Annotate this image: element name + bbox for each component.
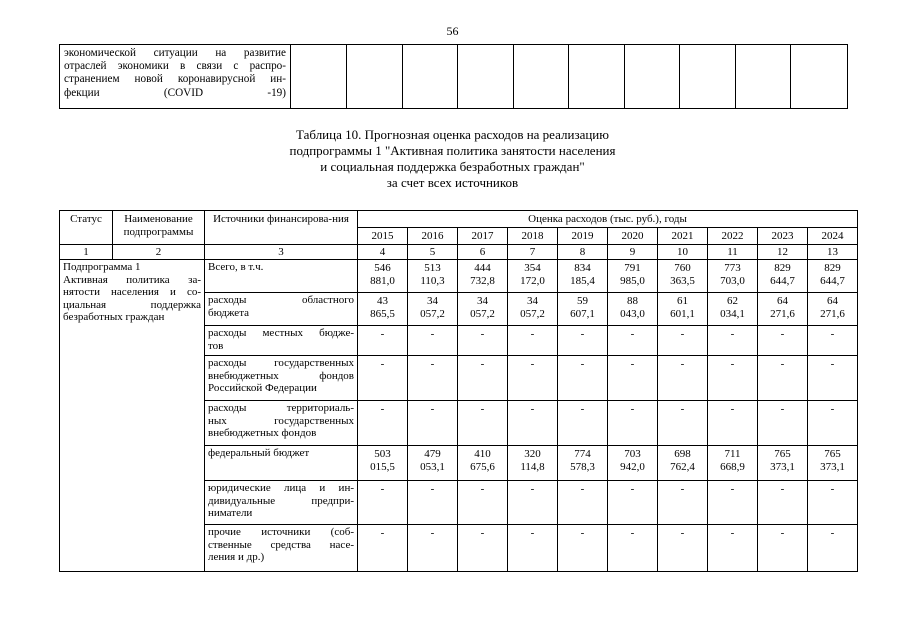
- text-line: -: [380, 403, 385, 415]
- status-cell: [60, 260, 205, 572]
- caption-line: Таблица 10. Прогнозная оценка расходов на реализацию: [296, 127, 609, 142]
- text-line: 479: [424, 448, 441, 460]
- source-cell: [205, 356, 358, 401]
- value-cell: [408, 446, 458, 481]
- text-line: 110,3: [420, 274, 445, 287]
- text-line: -: [580, 403, 585, 415]
- text-line: 185,4: [570, 274, 595, 287]
- text-line: юридические лица и ин-: [208, 482, 354, 494]
- value-cell: [508, 293, 558, 326]
- text-line: 703,0: [720, 274, 745, 287]
- header-year: 2017: [458, 228, 508, 245]
- text-line: -: [480, 403, 485, 415]
- text-line: -: [480, 527, 485, 539]
- text-line: ных государственных: [208, 414, 354, 427]
- value-cell: [358, 260, 408, 293]
- value-cell: [558, 260, 608, 293]
- text-line: 88: [627, 295, 638, 307]
- text-line: 675,6: [470, 460, 495, 473]
- text-line: 057,2: [420, 307, 445, 320]
- header-row-1: [60, 211, 858, 228]
- text-line: расходы территориаль-: [208, 402, 354, 414]
- value-cell: [458, 446, 508, 481]
- value-cell: [608, 481, 658, 525]
- empty-cell: [680, 45, 736, 109]
- text-line: дивидуальные предпри-: [208, 494, 354, 507]
- header-year: 2018: [508, 228, 558, 245]
- text-line: -: [530, 328, 535, 340]
- text-line: 373,1: [820, 460, 845, 473]
- empty-cell: [791, 45, 848, 109]
- text-line: 703: [624, 448, 641, 460]
- expense-table: [59, 210, 858, 572]
- value-cell: [608, 356, 658, 401]
- column-number: 2: [113, 245, 205, 260]
- header-year: 2023: [758, 228, 808, 245]
- header-year: 2022: [708, 228, 758, 245]
- text-line: 410: [474, 448, 491, 460]
- text-line: 444: [474, 262, 491, 274]
- value-cell: [358, 326, 408, 356]
- value-cell: [558, 525, 608, 572]
- text-line: безработных граждан: [63, 311, 165, 324]
- value-cell: [608, 525, 658, 572]
- text-line: 373,1: [770, 460, 795, 473]
- text-line: 64: [777, 295, 788, 307]
- text-line: внебюджетных фондов: [208, 427, 317, 440]
- text-line: Подпрограмма 1: [63, 261, 141, 273]
- text-line: 114,8: [520, 460, 545, 473]
- text-line: -: [780, 483, 785, 495]
- text-line: -: [830, 403, 835, 415]
- value-cell: [408, 293, 458, 326]
- text-line: -: [730, 483, 735, 495]
- caption-line: за счет всех источников: [386, 175, 519, 190]
- text-line: 765: [774, 448, 791, 460]
- text-line: -: [380, 328, 385, 340]
- text-line: 363,5: [670, 274, 695, 287]
- value-cell: [458, 260, 508, 293]
- text-line: -: [680, 358, 685, 370]
- text-line: -: [380, 483, 385, 495]
- value-cell: [608, 401, 658, 446]
- value-cell: [408, 260, 458, 293]
- value-cell: [808, 260, 858, 293]
- column-number: 6: [458, 245, 508, 260]
- text-line: 834: [574, 262, 591, 274]
- value-cell: [658, 326, 708, 356]
- column-number: 8: [558, 245, 608, 260]
- value-cell: [358, 356, 408, 401]
- text-line: -: [830, 328, 835, 340]
- text-line: 985,0: [620, 274, 645, 287]
- text-line: 64: [827, 295, 839, 307]
- value-cell: [358, 293, 408, 326]
- empty-cell: [291, 45, 347, 109]
- text-line: 62: [727, 295, 738, 307]
- text-line: 057,2: [520, 307, 545, 320]
- text-line: фекции (COVID -19): [64, 86, 286, 99]
- text-line: -: [730, 403, 735, 415]
- value-cell: [658, 293, 708, 326]
- text-line: -: [480, 328, 485, 340]
- text-line: 607,1: [570, 307, 595, 320]
- text-line: 546: [374, 262, 391, 274]
- value-cell: [708, 293, 758, 326]
- value-cell: [458, 326, 508, 356]
- text-line: отраслей экономики в связи с распро-: [64, 60, 286, 73]
- text-line: -: [830, 483, 835, 495]
- text-line: -: [830, 358, 835, 370]
- text-line: -: [430, 403, 435, 415]
- value-cell: [658, 525, 708, 572]
- source-cell: [205, 293, 358, 326]
- header-year: 2019: [558, 228, 608, 245]
- text-line: 503: [374, 448, 391, 460]
- value-cell: [758, 260, 808, 293]
- text-line: 601,1: [670, 307, 695, 320]
- empty-cell: [569, 45, 625, 109]
- text-line: 791: [624, 262, 641, 274]
- text-line: -: [580, 527, 585, 539]
- value-cell: [808, 481, 858, 525]
- value-cell: [408, 401, 458, 446]
- value-cell: [758, 525, 808, 572]
- value-cell: [558, 326, 608, 356]
- empty-cell: [736, 45, 791, 109]
- text-line: ления и др.): [208, 551, 265, 564]
- caption-line: подпрограммы 1 "Активная политика занятости населения: [289, 143, 616, 158]
- value-cell: [758, 326, 808, 356]
- value-cell: [658, 356, 708, 401]
- table-row: [60, 260, 858, 293]
- carryover-row: [60, 45, 848, 109]
- value-cell: [408, 525, 458, 572]
- value-cell: [558, 401, 608, 446]
- empty-cell: [347, 45, 403, 109]
- text-line: 644,7: [820, 274, 845, 287]
- text-line: -: [680, 527, 685, 539]
- empty-cell: [625, 45, 680, 109]
- text-line: -: [730, 358, 735, 370]
- column-number: 3: [205, 245, 358, 260]
- text-line: 043,0: [620, 307, 645, 320]
- value-cell: [708, 356, 758, 401]
- text-line: 668,9: [720, 460, 745, 473]
- text-line: -: [780, 527, 785, 539]
- text-line: -: [630, 403, 635, 415]
- header-sources: Источники финансирова-ния: [205, 211, 358, 245]
- text-line: странением новой коронавирусной ин-: [64, 73, 286, 86]
- text-line: 711: [724, 448, 741, 460]
- text-line: 698: [674, 448, 691, 460]
- value-cell: [658, 481, 708, 525]
- value-cell: [558, 293, 608, 326]
- source-cell: [205, 446, 358, 481]
- empty-cell: [403, 45, 458, 109]
- text-line: экономической ситуации на развитие: [64, 47, 286, 59]
- text-line: -: [580, 358, 585, 370]
- text-line: -: [680, 403, 685, 415]
- text-line: 057,2: [470, 307, 495, 320]
- header-status: Статус: [60, 211, 113, 245]
- text-line: ственные средства насе-: [208, 538, 354, 551]
- header-year: 2015: [358, 228, 408, 245]
- text-line: 578,3: [570, 460, 595, 473]
- text-line: -: [380, 358, 385, 370]
- value-cell: [808, 525, 858, 572]
- text-line: Всего, в т.ч.: [208, 261, 264, 273]
- source-cell: [205, 481, 358, 525]
- value-cell: [758, 446, 808, 481]
- value-cell: [608, 326, 658, 356]
- value-cell: [708, 525, 758, 572]
- empty-cell: [514, 45, 569, 109]
- value-cell: [758, 401, 808, 446]
- value-cell: [508, 525, 558, 572]
- text-line: -: [830, 527, 835, 539]
- column-number: 1: [60, 245, 113, 260]
- text-line: 172,0: [520, 274, 545, 287]
- text-line: 354: [524, 262, 541, 274]
- text-line: 015,5: [370, 460, 395, 473]
- text-line: 271,6: [770, 307, 795, 320]
- text-line: 34: [477, 295, 488, 307]
- text-line: -: [780, 403, 785, 415]
- text-line: 034,1: [720, 307, 745, 320]
- text-line: расходы государственных: [208, 357, 354, 369]
- text-line: -: [480, 483, 485, 495]
- text-line: 61: [677, 295, 688, 307]
- value-cell: [708, 260, 758, 293]
- value-cell: [508, 260, 558, 293]
- header-year: 2020: [608, 228, 658, 245]
- value-cell: [458, 525, 508, 572]
- value-cell: [708, 446, 758, 481]
- text-line: расходы местных бюдже-: [208, 327, 354, 339]
- text-line: -: [530, 527, 535, 539]
- text-line: 43: [377, 295, 388, 307]
- text-line: 320: [524, 448, 541, 460]
- text-line: 644,7: [770, 274, 795, 287]
- source-cell: [205, 401, 358, 446]
- text-line: 732,8: [470, 274, 495, 287]
- header-year: 2016: [408, 228, 458, 245]
- text-line: 829: [824, 262, 841, 274]
- value-cell: [658, 446, 708, 481]
- text-line: -: [730, 328, 735, 340]
- value-cell: [408, 356, 458, 401]
- text-line: Российской Федерации: [208, 382, 317, 395]
- text-line: 773: [724, 262, 741, 274]
- value-cell: [708, 481, 758, 525]
- value-cell: [358, 401, 408, 446]
- text-line: -: [780, 328, 785, 340]
- text-line: 765: [824, 448, 841, 460]
- column-number: 12: [758, 245, 808, 260]
- value-cell: [358, 525, 408, 572]
- text-line: -: [680, 483, 685, 495]
- value-cell: [758, 481, 808, 525]
- text-line: 829: [774, 262, 791, 274]
- text-line: ниматели: [208, 507, 253, 520]
- text-line: -: [580, 483, 585, 495]
- text-line: -: [630, 358, 635, 370]
- value-cell: [808, 446, 858, 481]
- table-caption: [0, 127, 905, 191]
- value-cell: [358, 481, 408, 525]
- value-cell: [508, 326, 558, 356]
- text-line: -: [580, 328, 585, 340]
- value-cell: [708, 401, 758, 446]
- text-line: 942,0: [620, 460, 645, 473]
- column-number: 4: [358, 245, 408, 260]
- value-cell: [508, 356, 558, 401]
- value-cell: [508, 481, 558, 525]
- text-line: тов: [208, 339, 224, 352]
- text-line: 053,1: [420, 460, 445, 473]
- column-number: 5: [408, 245, 458, 260]
- column-number: 9: [608, 245, 658, 260]
- text-line: -: [480, 358, 485, 370]
- header-estimate: Оценка расходов (тыс. руб.), годы: [358, 211, 858, 228]
- value-cell: [808, 326, 858, 356]
- header-year: 2024: [808, 228, 858, 245]
- value-cell: [358, 446, 408, 481]
- value-cell: [608, 446, 658, 481]
- value-cell: [758, 293, 808, 326]
- text-line: -: [630, 483, 635, 495]
- header-year: 2021: [658, 228, 708, 245]
- carryover-description: [60, 45, 291, 109]
- value-cell: [558, 446, 608, 481]
- value-cell: [808, 401, 858, 446]
- text-line: -: [430, 527, 435, 539]
- text-line: прочие источники (соб-: [208, 526, 354, 538]
- text-line: -: [430, 358, 435, 370]
- value-cell: [608, 293, 658, 326]
- text-line: 59: [577, 295, 588, 307]
- text-line: 34: [427, 295, 438, 307]
- carryover-table: [59, 44, 848, 109]
- source-cell: [205, 260, 358, 293]
- value-cell: [458, 481, 508, 525]
- value-cell: [458, 401, 508, 446]
- value-cell: [658, 260, 708, 293]
- value-cell: [558, 481, 608, 525]
- source-cell: [205, 326, 358, 356]
- text-line: федеральный бюджет: [208, 447, 310, 459]
- text-line: 271,6: [820, 307, 845, 320]
- text-line: -: [430, 328, 435, 340]
- text-line: 513: [424, 262, 441, 274]
- text-line: 762,4: [670, 460, 695, 473]
- text-line: -: [530, 483, 535, 495]
- text-line: нятости населения и со-: [63, 286, 201, 299]
- text-line: 760: [674, 262, 691, 274]
- value-cell: [458, 293, 508, 326]
- text-line: -: [530, 358, 535, 370]
- text-line: 774: [574, 448, 591, 460]
- value-cell: [758, 356, 808, 401]
- value-cell: [408, 326, 458, 356]
- text-line: -: [630, 328, 635, 340]
- source-cell: [205, 525, 358, 572]
- value-cell: [408, 481, 458, 525]
- value-cell: [458, 356, 508, 401]
- text-line: -: [630, 527, 635, 539]
- text-line: 881,0: [370, 274, 395, 287]
- text-line: Активная политика за-: [63, 273, 201, 286]
- value-cell: [708, 326, 758, 356]
- empty-cell: [458, 45, 514, 109]
- page-number: 56: [446, 24, 459, 38]
- text-line: -: [680, 328, 685, 340]
- header-name: Наименование подпрограммы: [113, 211, 205, 245]
- text-line: 34: [527, 295, 538, 307]
- value-cell: [808, 356, 858, 401]
- value-cell: [508, 401, 558, 446]
- caption-line: и социальная поддержка безработных граждан": [320, 159, 585, 174]
- text-line: -: [780, 358, 785, 370]
- value-cell: [508, 446, 558, 481]
- text-line: -: [730, 527, 735, 539]
- text-line: внебюджетных фондов: [208, 369, 354, 382]
- header-colnum-row: [60, 245, 858, 260]
- value-cell: [608, 260, 658, 293]
- text-line: 865,5: [370, 307, 395, 320]
- text-line: расходы областного: [208, 294, 354, 306]
- column-number: 11: [708, 245, 758, 260]
- column-number: 13: [808, 245, 858, 260]
- text-line: -: [530, 403, 535, 415]
- column-number: 10: [658, 245, 708, 260]
- column-number: 7: [508, 245, 558, 260]
- text-line: -: [380, 527, 385, 539]
- value-cell: [558, 356, 608, 401]
- value-cell: [808, 293, 858, 326]
- value-cell: [658, 401, 708, 446]
- text-line: циальная поддержка: [63, 298, 201, 311]
- text-line: -: [430, 483, 435, 495]
- text-line: бюджета: [208, 306, 250, 319]
